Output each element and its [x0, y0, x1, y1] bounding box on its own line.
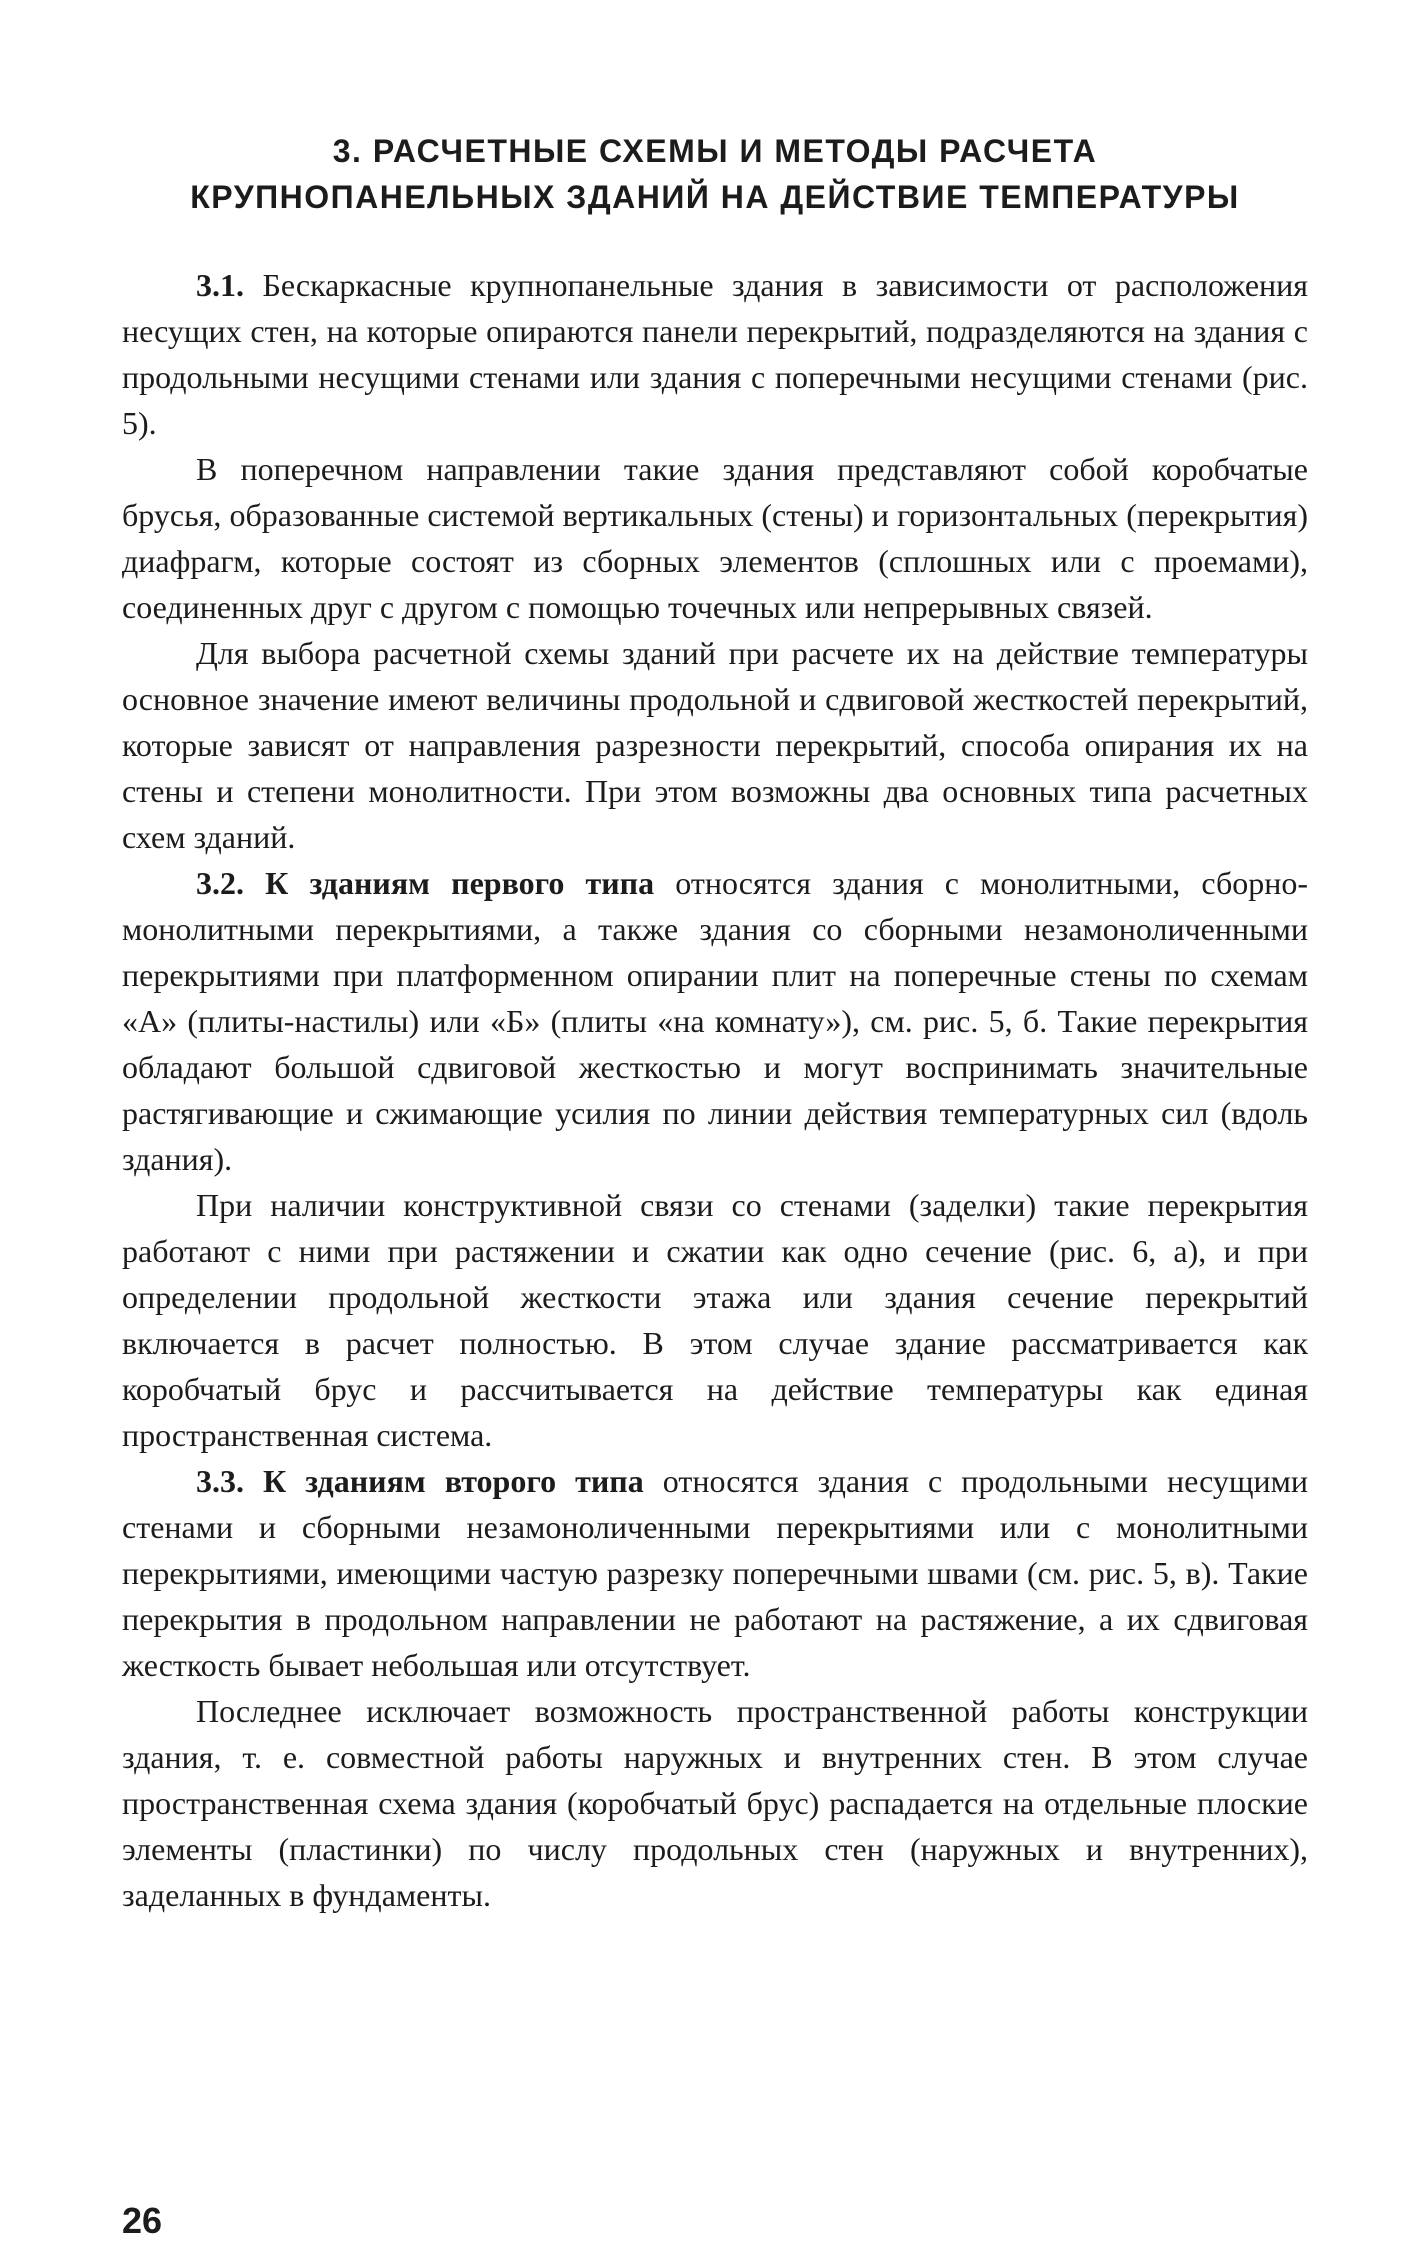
- paragraph-lead: 3.2. К зданиям первого типа: [196, 865, 655, 901]
- paragraph-lead: 3.1.: [196, 267, 244, 303]
- paragraph-text: Бескаркасные крупнопанельные здания в зависимости от расположения несущих стен, на которые опираются панели перекрытий, подразделяются на здания с продольными несущими стенами или здания с поперечными несущими стенами (рис. 5).: [122, 267, 1309, 441]
- paragraph-3-1: [122, 262, 1308, 446]
- page-number: 26: [122, 2200, 163, 2241]
- section-heading-line-2: КРУПНОПАНЕЛЬНЫХ ЗДАНИЙ НА ДЕЙСТВИЕ ТЕМПЕРАТУРЫ: [190, 179, 1240, 215]
- section-heading: [100, 128, 1330, 220]
- paragraph-lead: 3.3. К зданиям второго типа: [196, 1463, 644, 1499]
- paragraph: [122, 1182, 1308, 1458]
- paragraph: [122, 446, 1308, 630]
- paragraph-text: относятся здания с продольными несущими стенами и сборными незамоноличенными перекрытиями или с монолитными перекрытиями, имеющими частую разрезку поперечными швами (см. рис. 5, в). Такие перекрытия в продольном направлении не работают на растяжение, а их сдвиговая жесткость бывает небольшая или отсутствует.: [122, 1463, 1309, 1683]
- paragraph-3-2: [122, 860, 1308, 1182]
- paragraph: [122, 630, 1308, 860]
- section-heading-line-1: 3. РАСЧЕТНЫЕ СХЕМЫ И МЕТОДЫ РАСЧЕТА: [332, 133, 1098, 169]
- paragraph: [122, 1688, 1308, 1918]
- paragraph-text: Последнее исключает возможность пространственной работы конструкции здания, т. е. совместной работы наружных и внутренних стен. В этом случае пространственная схема здания (коробчатый брус) распадается на отдельные плоские элементы (пластинки) по числу продольных стен (наружных и внутренних), заделанных в фундаменты.: [122, 1693, 1308, 1913]
- paragraph-text: Для выбора расчетной схемы зданий при расчете их на действие температуры основное значение имеют величины продольной и сдвиговой жесткостей перекрытий, которые зависят от направления разрезности перекрытий, способа опирания их на стены и степени монолитности. При этом возможны два основных типа расчетных схем зданий.: [122, 635, 1308, 855]
- paragraph-text: В поперечном направлении такие здания представляют собой коробчатые брусья, образованные системой вертикальных (стены) и горизонтальных (перекрытия) диафрагм, которые состоят из сборных элементов (сплошных или с проемами), соединенных друг с другом с помощью точечных или непрерывных связей.: [122, 451, 1308, 625]
- paragraph-3-3: [122, 1458, 1308, 1688]
- paragraph-text: относятся здания с монолитными, сборно-монолитными перекрытиями, а также здания со сборными незамоноличенными перекрытиями при платформенном опирании плит на поперечные стены по схемам «А» (плиты-настилы) или «Б» (плиты «на комнату»), см. рис. 5, б. Такие перекрытия обладают большой сдвиговой жесткостью и могут воспринимать значительные растягивающие и сжимающие усилия по линии действия температурных сил (вдоль здания).: [122, 865, 1308, 1177]
- paragraph-text: При наличии конструктивной связи со стенами (заделки) такие перекрытия работают с ними при растяжении и сжатии как одно сечение (рис. 6, а), и при определении продольной жесткости этажа или здания сечение перекрытий включается в расчет полностью. В этом случае здание рассматривается как коробчатый брус и рассчитывается на действие температуры как единая пространственная система.: [122, 1187, 1308, 1453]
- body-text: [122, 262, 1308, 1918]
